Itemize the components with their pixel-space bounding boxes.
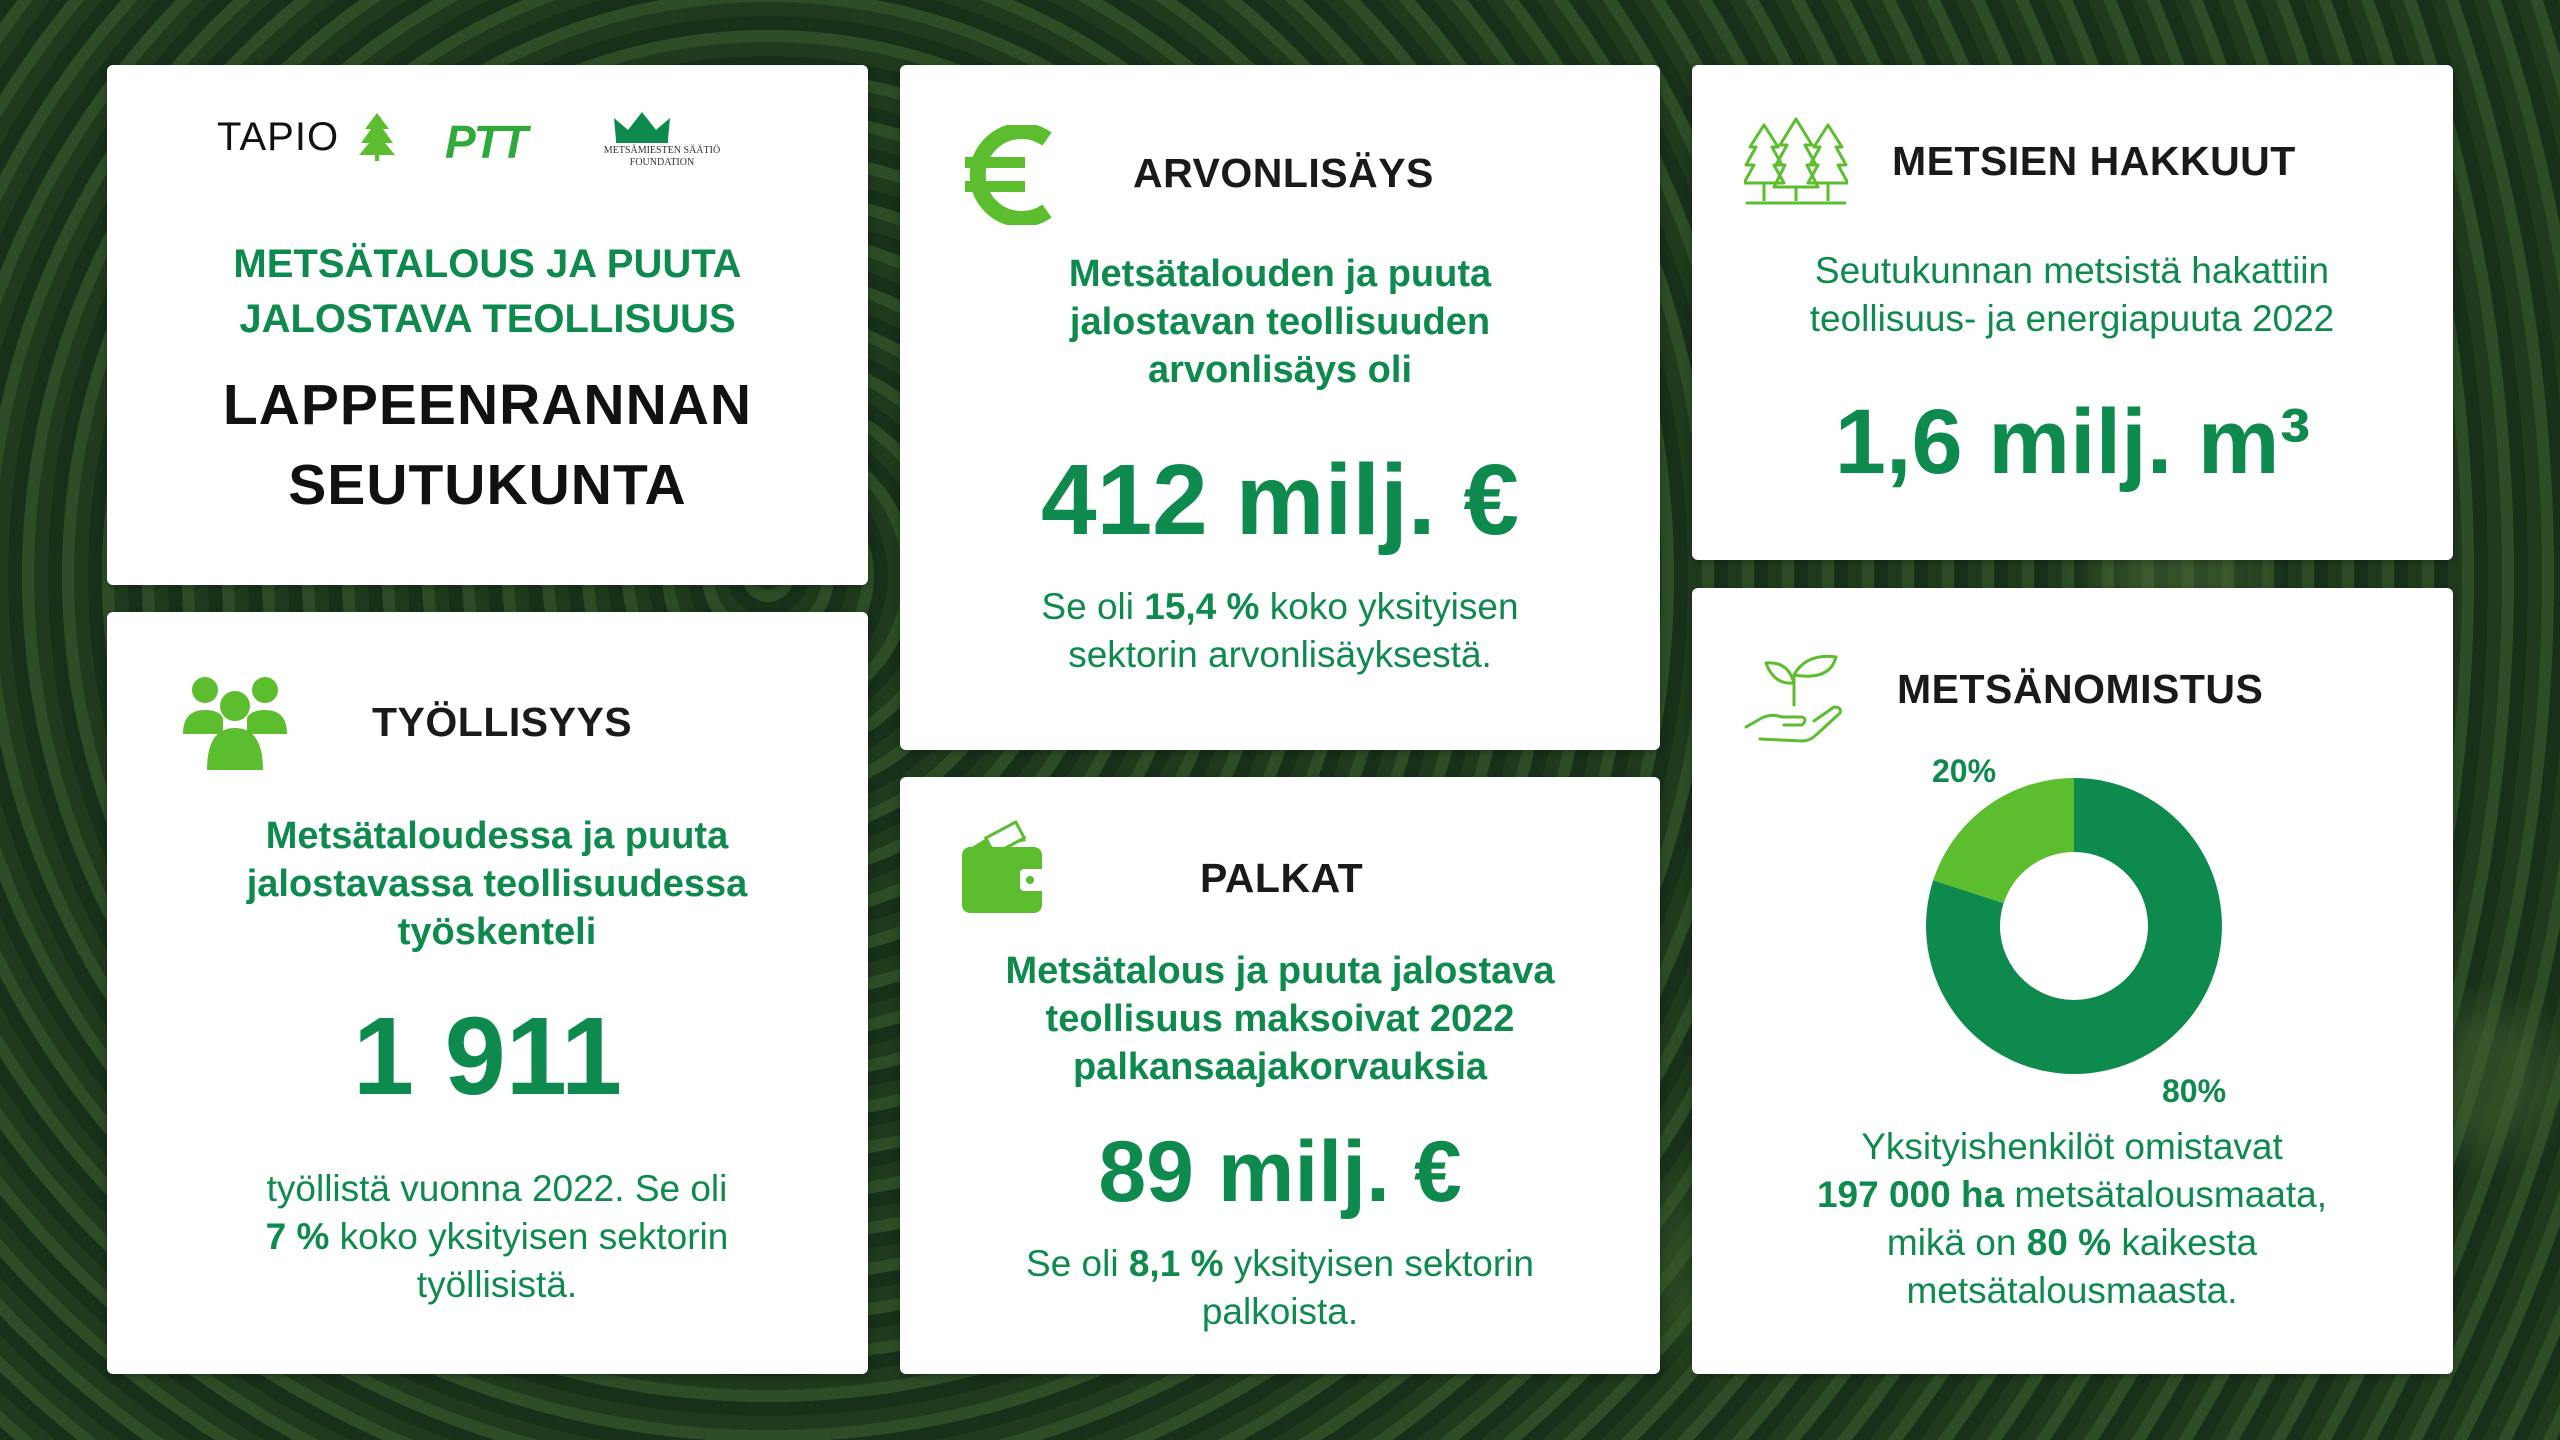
arvonlisays-value: 412 milj. € bbox=[1040, 444, 1520, 556]
hakkuut-value: 1,6 milj. m³ bbox=[1834, 391, 2311, 493]
tyollisyys-subtitle: Metsätaloudessa ja puuta jalostavassa teollisuudessa työskenteli bbox=[246, 815, 748, 953]
chart-label-80: 80% bbox=[2162, 1073, 2227, 1109]
euro-icon bbox=[965, 125, 1055, 225]
palkat-description: Se oli 8,1 % yksityisen sektorin palkoista. bbox=[1026, 1243, 1534, 1332]
chart-label-20: 20% bbox=[1932, 753, 1997, 789]
hakkuut-title: METSIEN HAKKUUT bbox=[1892, 138, 2296, 184]
arvonlisays-card bbox=[900, 65, 1660, 750]
crown-icon bbox=[612, 110, 672, 144]
foundation-logo: METSÄMIESTEN SÄÄTIÖ FOUNDATION bbox=[603, 145, 721, 168]
donut-slice-20 bbox=[1933, 778, 2074, 903]
tyollisyys-card bbox=[107, 612, 868, 1374]
header-title: LAPPEENRANNAN SEUTUKUNTA bbox=[222, 373, 753, 517]
hand-plant-icon bbox=[1744, 653, 1844, 749]
hakkuut-description: Seutukunnan metsistä hakattiin teollisuus- ja energiapuuta 2022 bbox=[1809, 250, 2335, 339]
metsanomistus-card bbox=[1692, 588, 2453, 1374]
header-subtitle: METSÄTALOUS JA PUUTA JALOSTAVA TEOLLISUUS bbox=[233, 242, 742, 341]
hakkuut-card bbox=[1692, 65, 2453, 560]
people-icon bbox=[179, 672, 291, 772]
wallet-icon bbox=[958, 817, 1048, 917]
metsanomistus-title: METSÄNOMISTUS bbox=[1897, 666, 2264, 712]
tyollisyys-title: TYÖLLISYYS bbox=[372, 699, 633, 745]
palkat-subtitle: Metsätalous ja puuta jalostava teollisuus maksoivat 2022 palkansaajakorvauksia bbox=[1005, 950, 1555, 1088]
ptt-logo: PTT bbox=[445, 116, 526, 168]
arvonlisays-title: ARVONLISÄYS bbox=[1133, 150, 1434, 196]
tapio-tree-icon bbox=[359, 113, 395, 161]
palkat-card bbox=[900, 777, 1660, 1374]
tyollisyys-description: työllistä vuonna 2022. Se oli 7 % koko yksityisen sektorin työllisistä. bbox=[265, 1168, 729, 1305]
header-card bbox=[107, 65, 868, 585]
arvonlisays-description: Se oli 15,4 % koko yksityisen sektorin arvonlisäyksestä. bbox=[1041, 586, 1519, 675]
ownership-donut-chart bbox=[1924, 776, 2224, 1076]
metsanomistus-description: Yksityishenkilöt omistavat 197 000 ha metsätalousmaata, mikä on 80 % kaikesta metsätalousmaasta. bbox=[1816, 1126, 2328, 1311]
trees-icon bbox=[1744, 117, 1848, 207]
palkat-title: PALKAT bbox=[1200, 855, 1364, 901]
palkat-value: 89 milj. € bbox=[1098, 1124, 1462, 1220]
tapio-logo: TAPIO bbox=[217, 115, 340, 159]
tyollisyys-value: 1 911 bbox=[352, 995, 623, 1118]
arvonlisays-subtitle: Metsätalouden ja puuta jalostavan teollisuuden arvonlisäys oli bbox=[1068, 253, 1492, 391]
